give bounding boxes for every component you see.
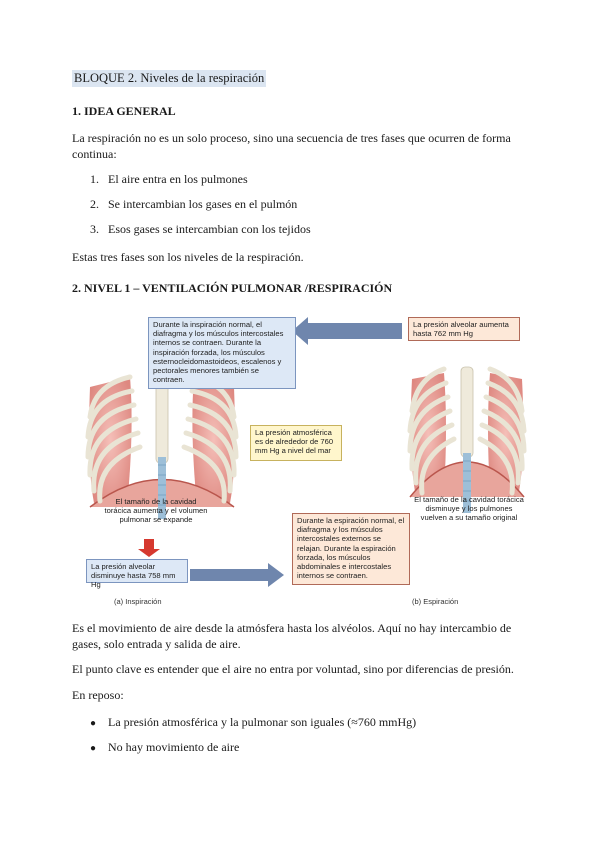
step-number: 2. [90, 197, 99, 211]
ribcage-expiration [410, 367, 524, 513]
paragraph-rest: En reposo: [72, 688, 124, 702]
step-number: 1. [90, 172, 99, 186]
figure-label-b: (b) Espiración [412, 597, 459, 606]
page-title: BLOQUE 2. Niveles de la respiración [74, 71, 265, 85]
paragraph-key-point: El punto clave es entender que el aire no entra por voluntad, sino por diferencias de presión. [72, 662, 514, 676]
intro-paragraph: La respiración no es un solo proceso, sino una secuencia de tres fases que ocurren de forma continua: [72, 131, 511, 161]
arrow-down-red [138, 539, 160, 557]
atmospheric-pressure-box: La presión atmosférica es de alrededor de 760 mm Hg a nivel del mar [250, 425, 342, 461]
expiration-caption: El tamaño de la cavidad torácica disminuye y los pulmones vuelven a su tamaño original [414, 495, 524, 523]
bullet-icon: ● [90, 718, 97, 729]
step-number: 3. [90, 222, 99, 236]
bullet-text: La presión atmosférica y la pulmonar son iguales (≈760 mmHg) [108, 715, 417, 729]
arrow-right-bottom [190, 563, 284, 587]
bullet-icon: ● [90, 743, 97, 754]
section-heading-1: 1. IDEA GENERAL [72, 104, 176, 118]
ventilation-figure [72, 307, 532, 609]
pressure-decrease-box: La presión alveolar disminuye hasta 758 mm Hg [86, 559, 188, 583]
inspiration-caption: El tamaño de la cavidad torácica aumenta y el volumen pulmonar se expande [104, 497, 208, 525]
step-text: Esos gases se intercambian con los tejidos [108, 222, 311, 236]
pressure-increase-box: La presión alveolar aumenta hasta 762 mm Hg [408, 317, 520, 341]
arrow-left-top [292, 317, 402, 345]
section-heading-2: 2. NIVEL 1 – VENTILACIÓN PULMONAR /RESPIRACIÓN [72, 281, 393, 295]
figure-label-a: (a) Inspiración [114, 597, 162, 606]
bullet-text: No hay movimiento de aire [108, 740, 240, 754]
paragraph-movement: Es el movimiento de aire desde la atmósfera hasta los alvéolos. Aquí no hay intercambio de gases, solo entrada y salida de aire. [72, 621, 512, 651]
closing-paragraph: Estas tres fases son los niveles de la respiración. [72, 250, 304, 264]
inspiration-info-box: Durante la inspiración normal, el diafragma y los músculos intercostales internos se contraen. Durante la inspiración forzada, los músculos esternocleidomastoideos, escalenos y pectorales menores también se contraen. [148, 317, 296, 389]
step-text: Se intercambian los gases en el pulmón [108, 197, 298, 211]
expiration-info-box: Durante la espiración normal, el diafragma y los músculos intercostales externos se relajan. Durante la espiración forzada, los músculos abdominales e intercostales internos se contraen. [292, 513, 410, 585]
step-text: El aire entra en los pulmones [108, 172, 248, 186]
